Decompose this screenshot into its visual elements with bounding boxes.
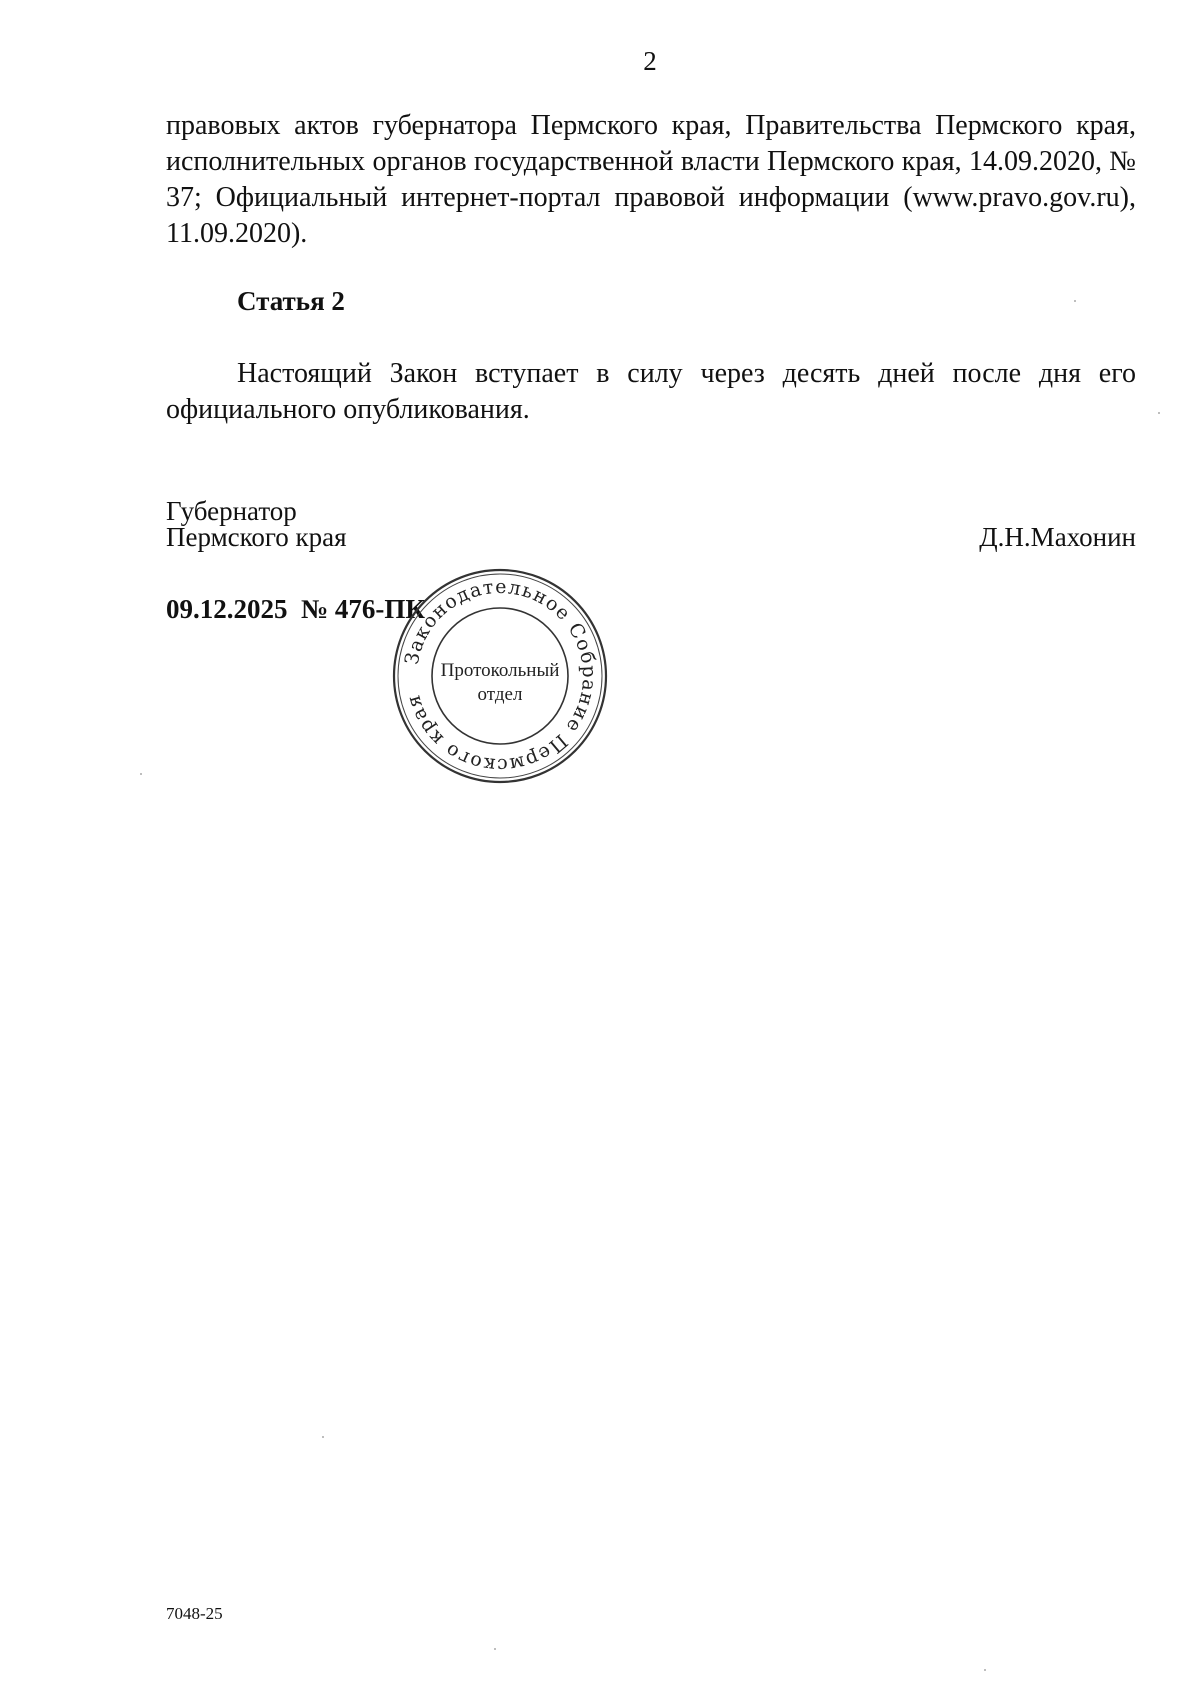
scan-speck [1158,412,1160,414]
signatory-title [166,498,347,550]
document-code: 7048-25 [166,1604,223,1623]
stamp-center-line-2: отдел [477,684,523,705]
stamp-outer-text: Законодательное Собрание Пермского края [400,575,601,777]
scan-speck [494,1648,496,1650]
page-number: 2 [643,46,657,76]
signatory-title-line-1: Губернатор [166,496,297,526]
paragraph-continuation: правовых актов губернатора Пермского края, Правительства Пермского края, исполнительных органов государственной власти Пермского края, 14.09.2020, № 37; Официальный интернет-портал правовой информации (www.pravo.gov.ru), 11.09.2020). [166,110,1136,249]
scan-speck [1074,300,1076,302]
signatory-name: Д.Н.Махонин [979,522,1136,552]
scan-speck [140,773,142,775]
signatory-title-line-2: Пермского края [166,522,347,552]
stamp-center-line-1: Протокольный [440,660,560,681]
law-date-number: 09.12.2025 № 476-ПК [166,594,425,624]
article-heading: Статья 2 [237,286,345,316]
scan-speck [322,1436,324,1438]
official-stamp [390,566,610,786]
paragraph-article-2: Настоящий Закон вступает в силу через десять дней после дня его официального опубликования. [166,358,1136,425]
scan-speck [984,1669,986,1671]
